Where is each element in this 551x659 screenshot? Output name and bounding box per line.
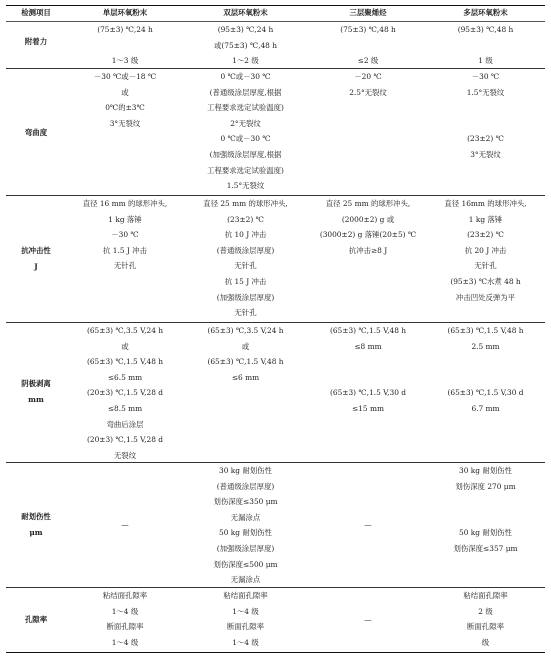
bending-three-layer: －20 ℃ 2.5°无裂纹	[349, 72, 387, 97]
table-top-rule	[6, 5, 545, 6]
bending-double-layer: 0 ℃或－30 ℃ (普通级涂层厚度,根据 工程要求选定试验温度) 2°无裂纹 0 ℃或－30 ℃ (加强级涂层厚度,根据 工程要求选定试验温度) 1.5°无裂纹	[207, 72, 284, 191]
header-three-layer-polyolefin: 三层聚烯烃	[349, 8, 387, 17]
adhesion-single-layer: (75±3) ℃,24 h 1～3 级	[97, 25, 153, 66]
scratch-three-layer: —	[364, 520, 372, 529]
porosity-three-layer: —	[364, 615, 372, 624]
header-single-layer-epoxy: 单层环氧粉末	[102, 8, 148, 17]
header-item: 检测项目	[21, 8, 51, 17]
row-label-porosity: 孔隙率	[24, 615, 48, 624]
scratch-multi-layer: 30 kg 耐划伤性 划伤深度 270 μm 50 kg 耐划伤性 划伤深度≤357 μm	[453, 466, 518, 553]
row-label-bending: 弯曲度	[24, 128, 48, 137]
impact-double-layer: 直径 25 mm 的球形冲头, (23±2) ℃ 抗 10 J 冲击 (普通级涂层厚度) 无针孔 抗 15 J 冲击 (加强级涂层厚度) 无针孔	[203, 199, 288, 318]
cathodic-double-layer: (65±3) ℃,3.5 V,24 h 或 (65±3) ℃,1.5 V,48 h ≤6 mm	[207, 326, 284, 382]
bending-single-layer: －30 ℃或－18 ℃ 或 0℃的±3℃ 3°无裂纹	[93, 72, 157, 128]
table-bottom-rule	[6, 652, 545, 653]
scratch-single-layer: —	[121, 520, 129, 529]
header-multi-layer-epoxy: 多层环氧粉末	[463, 8, 508, 17]
adhesion-multi-layer: (95±3) ℃,48 h 1 级	[457, 25, 514, 66]
scratch-double-layer: 30 kg 耐划伤性 (普通级涂层厚度) 划伤深度≤350 μm 无漏涂点 50 kg 耐划伤性 (加强级涂层厚度) 划伤深度≤500 μm 无漏涂点	[213, 466, 278, 585]
header-double-layer-epoxy: 双层环氧粉末	[223, 8, 268, 17]
adhesion-three-layer: (75±3) ℃,48 h ≤2 级	[340, 25, 396, 66]
bending-multi-layer: －30 ℃ 1.5°无裂纹 (23±2) ℃ 3°无裂纹	[466, 72, 505, 159]
porosity-single-layer: 粘结面孔隙率 1～4 级 断面孔隙率 1～4 级	[102, 591, 148, 647]
cathodic-single-layer: (65±3) ℃,3.5 V,24 h 或 (65±3) ℃,1.5 V,48 h ≤6.5 mm (20±3) ℃,1.5 V,28 d ≤8.5 mm 弯曲后涂层 (20±3) ℃,1.5 V,28 d 无裂纹	[86, 326, 164, 460]
impact-single-layer: 直径 16 mm 的球形冲头, 1 kg 落锤 －30 ℃ 抗 1.5 J 冲击 无针孔	[82, 199, 168, 271]
row-label-scratch: 耐划伤性 μm	[21, 512, 51, 537]
cathodic-multi-layer: (65±3) ℃,1.5 V,48 h 2.5 mm (65±3) ℃,1.5 V,30 d 6.7 mm	[447, 326, 524, 413]
row-label-impact: 抗冲击性 J	[21, 246, 51, 271]
row-label-adhesion: 附着力	[24, 37, 48, 46]
porosity-double-layer: 粘结面孔隙率 1～4 级 断面孔隙率 1～4 级	[223, 591, 268, 647]
porosity-multi-layer: 粘结面孔隙率 2 级 断面孔隙率 级	[463, 591, 508, 647]
impact-three-layer: 直径 25 mm 的球形冲头, (2000±2) g 或 (3000±2) g 落锤(20±5) ℃ 抗冲击≥8 J	[319, 199, 417, 255]
adhesion-double-layer: (95±3) ℃,24 h 或(75±3) ℃,48 h 1～2 级	[214, 25, 277, 66]
row-label-cathodic: 阴极剥离 mm	[21, 379, 51, 404]
impact-multi-layer: 直径 16mm 的球形冲头, 1 kg 落锤 (23±2) ℃ 抗 20 J 冲击 无针孔 (95±3) ℃水煮 48 h 冲击凹处反弹为平	[444, 199, 527, 302]
cathodic-three-layer: (65±3) ℃,1.5 V,48 h ≤8 mm (65±3) ℃,1.5 V,30 d ≤15 mm	[329, 326, 407, 413]
